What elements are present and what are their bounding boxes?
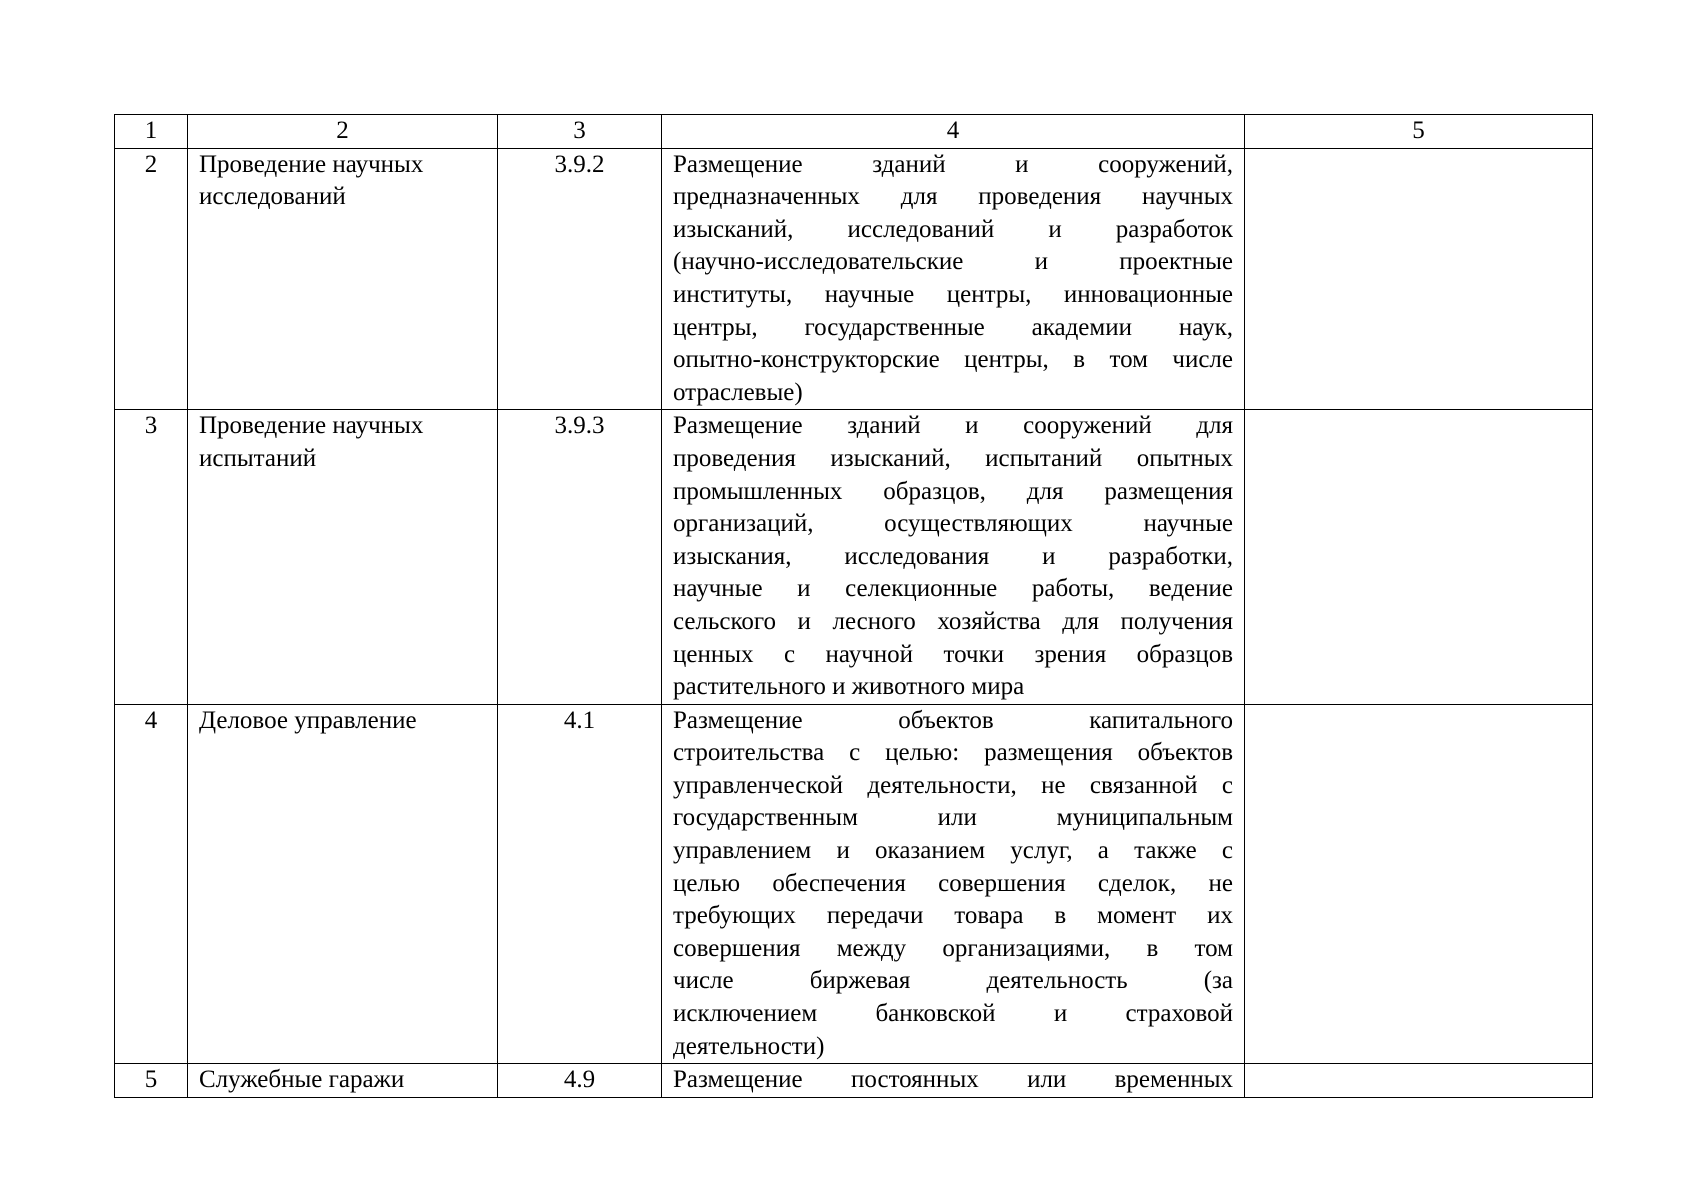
row-number-cell: 4	[115, 704, 188, 1064]
usage-description-line: числе биржевая деятельность (за	[673, 967, 1233, 995]
usage-description-line: изыскания, исследования и разработки,	[673, 542, 1233, 570]
note-cell	[1245, 1064, 1593, 1098]
table-row	[115, 1064, 1593, 1098]
usage-description-cell	[662, 1064, 1245, 1098]
usage-description-line: (научно-исследовательские и проектные	[673, 248, 1233, 276]
row-number-cell: 3	[115, 410, 188, 704]
usage-description-line: изысканий, исследований и разработок	[673, 215, 1233, 243]
header-row	[115, 115, 1593, 149]
usage-description-line: управленческой деятельности, не связанной с	[673, 771, 1233, 799]
table-row	[115, 704, 1593, 1064]
usage-description-line: организаций, осуществляющих научные	[673, 510, 1233, 538]
usage-description-line: исключением банковской и страховой	[673, 1000, 1233, 1028]
usage-description-line: требующих передачи товара в момент их	[673, 902, 1233, 930]
usage-description-line: растительного и животного мира	[673, 673, 1025, 701]
table-body	[115, 115, 1593, 1098]
row-number-cell: 2	[115, 148, 188, 410]
usage-code-cell: 4.1	[498, 704, 662, 1064]
usage-name-cell	[188, 704, 498, 1064]
usage-name-cell	[188, 1064, 498, 1098]
usage-name-cell	[188, 148, 498, 410]
header-cell-3: 3	[498, 115, 662, 149]
land-use-table	[114, 114, 1593, 1098]
table-row	[115, 148, 1593, 410]
header-cell-4: 4	[662, 115, 1245, 149]
usage-description-line: строительства с целью: размещения объектов	[673, 739, 1233, 767]
usage-name-cell	[188, 410, 498, 704]
usage-description-line: институты, научные центры, инновационные	[673, 280, 1233, 308]
note-cell	[1245, 148, 1593, 410]
usage-description-line: отраслевые)	[673, 378, 803, 406]
usage-description-cell	[662, 704, 1245, 1064]
usage-description-line: центры, государственные академии наук,	[673, 313, 1233, 341]
usage-description-line: проведения изысканий, испытаний опытных	[673, 444, 1233, 472]
usage-description-cell	[662, 148, 1245, 410]
usage-description-line: предназначенных для проведения научных	[673, 183, 1233, 211]
usage-description-line: Размещение объектов капитального	[673, 706, 1233, 734]
row-number-cell: 5	[115, 1064, 188, 1098]
usage-code-cell: 4.9	[498, 1064, 662, 1098]
usage-description-line: целью обеспечения совершения сделок, не	[673, 869, 1233, 897]
header-cell-5: 5	[1245, 115, 1593, 149]
usage-description-cell	[662, 410, 1245, 704]
usage-name-line: Служебные гаражи	[199, 1066, 405, 1094]
usage-description-line: промышленных образцов, для размещения	[673, 477, 1233, 505]
usage-name-line: исследований	[199, 183, 346, 211]
usage-description-line: научные и селекционные работы, ведение	[673, 575, 1233, 603]
header-cell-1: 1	[115, 115, 188, 149]
usage-name-line: Деловое управление	[199, 706, 417, 734]
usage-description-line: совершения между организациями, в том	[673, 934, 1233, 962]
usage-description-line: Размещение зданий и сооружений для	[673, 412, 1233, 440]
usage-description-line: государственным или муниципальным	[673, 804, 1233, 832]
usage-description-line: управлением и оказанием услуг, а также с	[673, 837, 1233, 865]
note-cell	[1245, 410, 1593, 704]
usage-description-line: деятельности)	[673, 1032, 825, 1060]
usage-description-line: Размещение постоянных или временных	[673, 1066, 1233, 1094]
note-cell	[1245, 704, 1593, 1064]
header-cell-2: 2	[188, 115, 498, 149]
usage-description-line: Размещение зданий и сооружений,	[673, 150, 1233, 178]
usage-name-line: Проведение научных	[199, 150, 424, 178]
usage-code-cell: 3.9.2	[498, 148, 662, 410]
usage-name-line: Проведение научных	[199, 412, 424, 440]
table-row	[115, 410, 1593, 704]
usage-name-line: испытаний	[199, 444, 317, 472]
usage-description-line: сельского и лесного хозяйства для получения	[673, 607, 1233, 635]
usage-description-line: ценных с научной точки зрения образцов	[673, 640, 1233, 668]
usage-code-cell: 3.9.3	[498, 410, 662, 704]
usage-description-line: опытно-конструкторские центры, в том числе	[673, 346, 1233, 374]
